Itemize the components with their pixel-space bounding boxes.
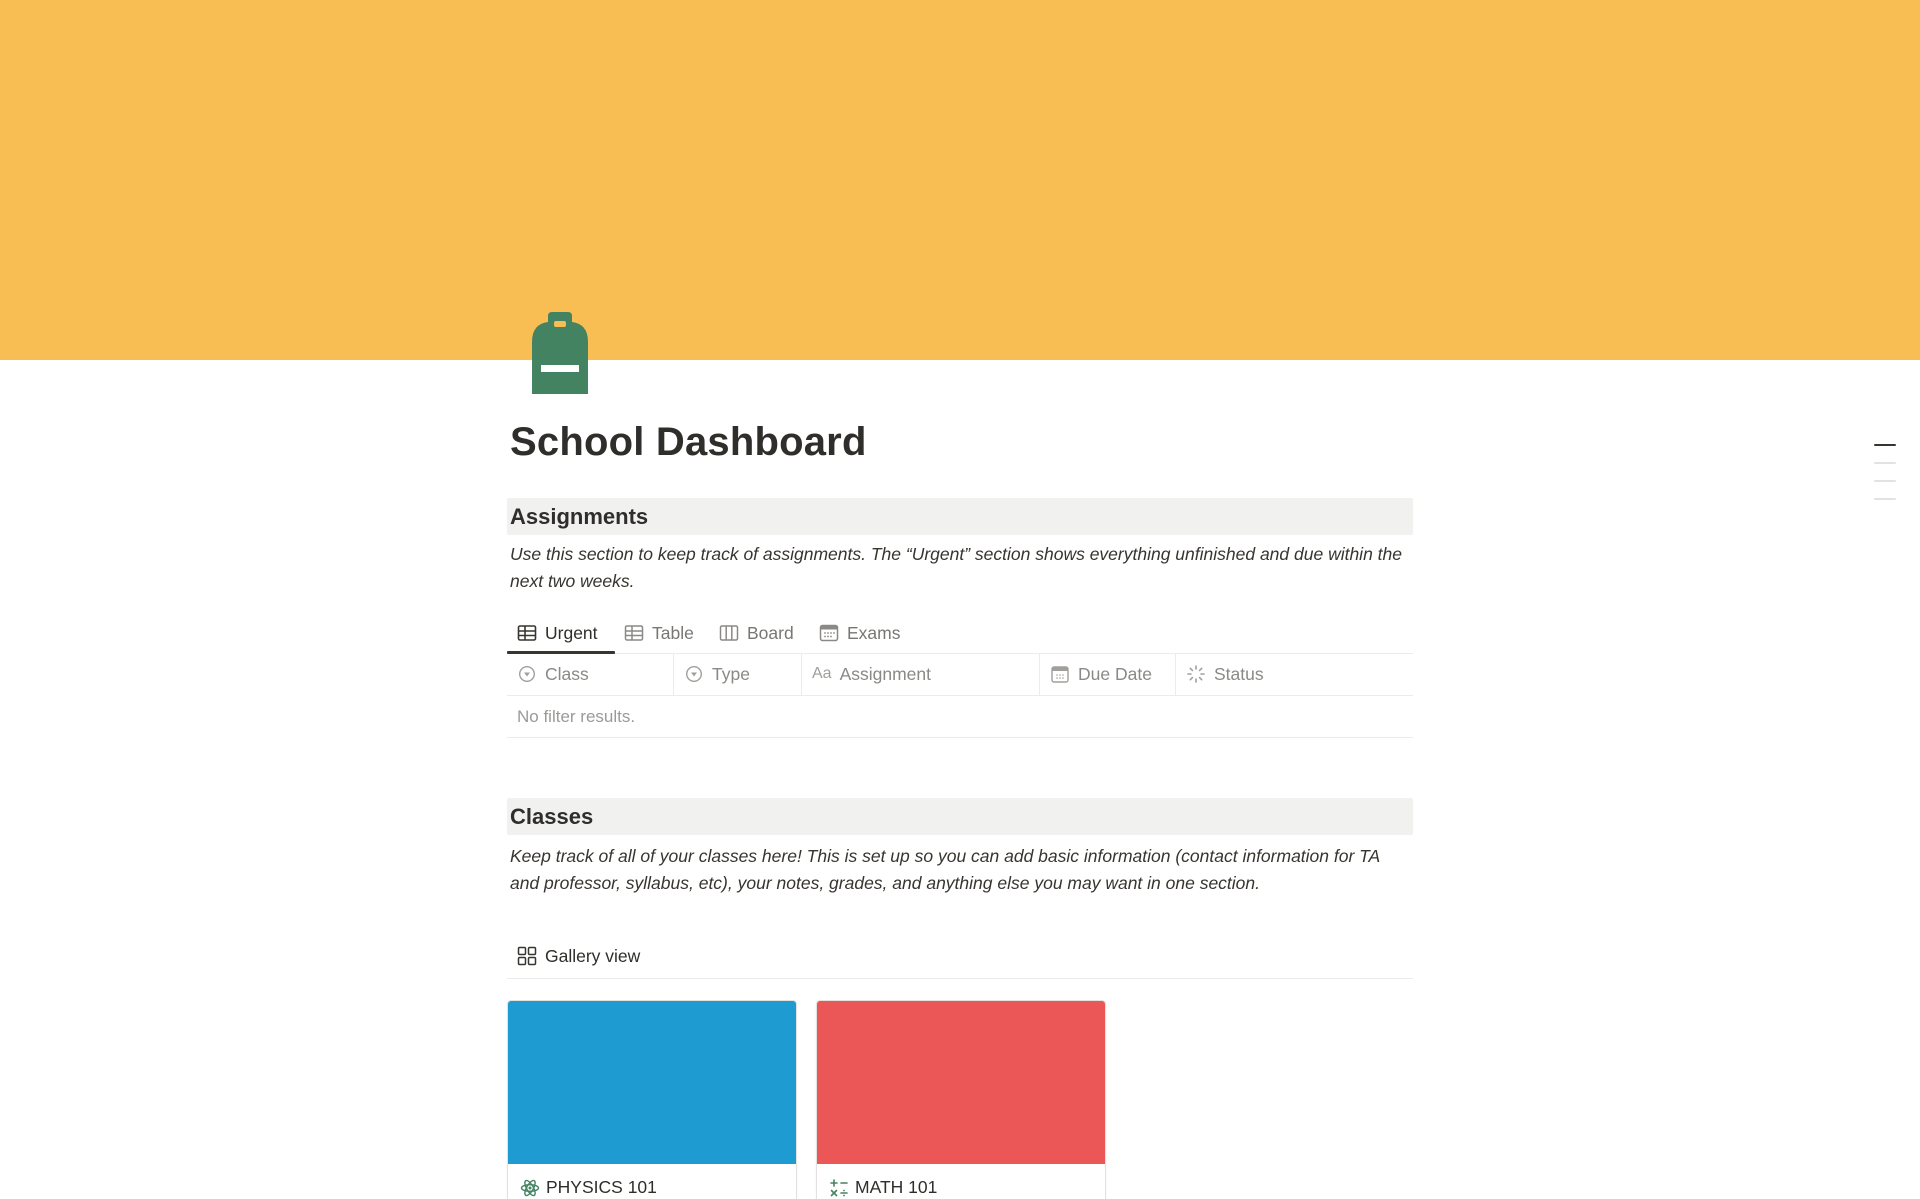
tab-board[interactable] xyxy=(719,612,794,654)
column-header-class[interactable] xyxy=(507,653,674,695)
tab-label: Exams xyxy=(847,622,901,643)
class-card-math[interactable] xyxy=(816,1000,1106,1199)
calendar-icon xyxy=(819,624,839,642)
atom-icon xyxy=(520,1178,540,1198)
tab-label: Urgent xyxy=(545,622,598,643)
tab-urgent[interactable] xyxy=(517,612,598,654)
assignments-heading xyxy=(507,498,1413,535)
assignments-description: Use this section to keep track of assignments. The “Urgent” section shows everything unfinished and due within the next two weeks. xyxy=(510,544,1402,591)
toc-item[interactable] xyxy=(1874,498,1896,500)
assignments-view-tabs xyxy=(507,612,1413,654)
select-icon xyxy=(684,664,704,684)
column-header-due-date[interactable] xyxy=(1040,653,1176,695)
status-icon xyxy=(1186,664,1206,684)
column-label: Status xyxy=(1214,663,1264,684)
classes-heading xyxy=(507,798,1413,835)
tab-exams[interactable] xyxy=(819,612,900,654)
column-label: Due Date xyxy=(1078,663,1152,684)
column-label: Type xyxy=(712,663,750,684)
toc-item[interactable] xyxy=(1874,462,1896,464)
classes-description: Keep track of all of your classes here! This is set up so you can add basic information (contact information for TA and professor, syllabus, etc), your notes, grades, and anything else you may want in one section. xyxy=(510,846,1380,893)
calendar-icon xyxy=(1050,664,1070,684)
assignments-table-header xyxy=(507,653,1413,696)
page-title: School Dashboard xyxy=(510,420,867,464)
empty-results-row: No filter results. xyxy=(507,696,1413,738)
tab-label: Board xyxy=(747,622,794,643)
card-title-text: PHYSICS 101 xyxy=(546,1177,657,1197)
column-header-status[interactable] xyxy=(1176,653,1413,695)
math-operators-icon xyxy=(829,1178,849,1198)
text-icon: Aa xyxy=(812,665,832,682)
column-label: Class xyxy=(545,663,589,684)
gallery-view-tab[interactable] xyxy=(507,934,1413,979)
board-icon xyxy=(719,624,739,642)
table-of-contents-minimap[interactable] xyxy=(1874,444,1896,516)
column-header-type[interactable] xyxy=(674,653,802,695)
page-cover xyxy=(0,0,1920,360)
class-card-physics[interactable] xyxy=(507,1000,797,1199)
select-icon xyxy=(517,664,537,684)
card-title-text: MATH 101 xyxy=(855,1177,938,1197)
tab-table[interactable] xyxy=(624,612,694,654)
column-header-assignment[interactable] xyxy=(802,653,1040,695)
assignments-heading-text: Assignments xyxy=(510,504,649,529)
tab-label: Table xyxy=(652,622,694,643)
view-label-text: Gallery view xyxy=(545,945,641,966)
card-title xyxy=(520,1177,657,1198)
card-title xyxy=(829,1177,937,1198)
table-icon xyxy=(624,624,644,642)
card-cover xyxy=(508,1001,796,1164)
gallery-icon xyxy=(517,946,537,966)
toc-item[interactable] xyxy=(1874,480,1896,482)
column-label: Assignment xyxy=(839,663,932,684)
table-icon xyxy=(517,624,537,642)
classes-heading-text: Classes xyxy=(510,804,594,829)
card-cover xyxy=(817,1001,1105,1164)
toc-item-active[interactable] xyxy=(1874,444,1896,446)
backpack-icon[interactable] xyxy=(530,312,590,394)
